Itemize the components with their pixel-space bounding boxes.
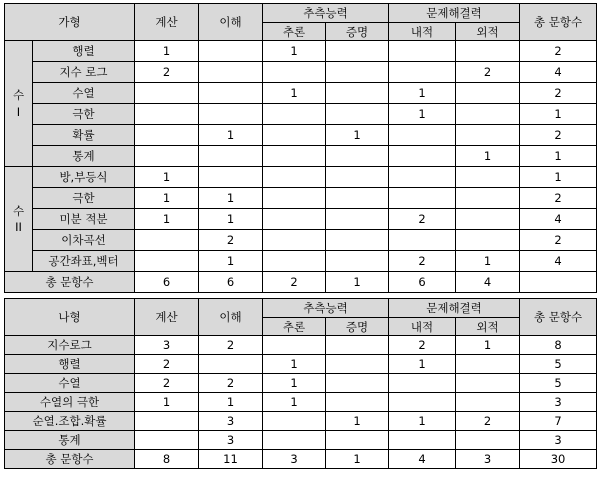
table-cell <box>326 41 389 62</box>
total-row <box>5 272 597 293</box>
table-cell <box>456 167 520 188</box>
total-cell: 1 <box>326 272 389 293</box>
table-cell: 5 <box>520 374 597 393</box>
table-cell: 1 <box>263 41 326 62</box>
header-problem: 문제해결력 <box>389 299 520 318</box>
table-cell <box>199 355 263 374</box>
row-label: 순열.조합.확률 <box>5 412 135 431</box>
row-label: 공간좌표,벡터 <box>33 251 135 272</box>
row-label: 행렬 <box>33 41 135 62</box>
table-row <box>5 167 597 188</box>
group-label <box>5 167 33 272</box>
total-cell: 1 <box>326 450 389 469</box>
total-cell: 11 <box>199 450 263 469</box>
table-cell <box>199 167 263 188</box>
table-cell <box>263 209 326 230</box>
table-cell: 4 <box>520 62 597 83</box>
table-row <box>5 188 597 209</box>
table-cell: 8 <box>520 336 597 355</box>
table-cell: 2 <box>456 412 520 431</box>
table-cell <box>456 125 520 146</box>
table-cell: 5 <box>520 355 597 374</box>
table-cell: 1 <box>199 209 263 230</box>
table-cell <box>263 412 326 431</box>
table-cell <box>199 41 263 62</box>
table-na <box>4 298 597 469</box>
table-cell: 1 <box>135 167 199 188</box>
table-cell: 2 <box>389 336 456 355</box>
row-label: 극한 <box>33 188 135 209</box>
table-cell: 2 <box>456 62 520 83</box>
total-cell <box>520 272 597 293</box>
table-cell <box>326 393 389 412</box>
table-row <box>5 104 597 125</box>
table-cell: 1 <box>389 83 456 104</box>
group-label-line: 수 <box>12 88 25 103</box>
header-total: 총 문항수 <box>520 299 597 336</box>
table-cell <box>326 336 389 355</box>
table-cell: 2 <box>199 230 263 251</box>
table-cell <box>135 230 199 251</box>
table-cell <box>326 374 389 393</box>
table-cell: 7 <box>520 412 597 431</box>
row-label: 확률 <box>33 125 135 146</box>
table-cell <box>135 83 199 104</box>
header-reasoning: 추측능력 <box>263 4 389 23</box>
table-cell <box>389 431 456 450</box>
table-cell: 3 <box>135 336 199 355</box>
total-cell: 3 <box>456 450 520 469</box>
table-cell <box>135 251 199 272</box>
table-row <box>5 41 597 62</box>
total-cell: 8 <box>135 450 199 469</box>
total-cell: 30 <box>520 450 597 469</box>
header-understand: 이해 <box>199 299 263 336</box>
table-cell <box>389 188 456 209</box>
table-row <box>5 431 597 450</box>
table-cell <box>456 393 520 412</box>
table-cell: 1 <box>326 412 389 431</box>
table-cell: 3 <box>520 431 597 450</box>
table-cell <box>456 209 520 230</box>
table-cell: 2 <box>199 374 263 393</box>
table-cell <box>135 125 199 146</box>
table-cell: 1 <box>456 251 520 272</box>
table-cell <box>389 374 456 393</box>
header-type: 가형 <box>5 4 135 41</box>
table-row <box>5 374 597 393</box>
table-cell <box>389 62 456 83</box>
table-cell <box>326 167 389 188</box>
table-cell: 1 <box>389 104 456 125</box>
table-cell <box>263 62 326 83</box>
table-cell <box>456 83 520 104</box>
table-row <box>5 62 597 83</box>
row-label: 수열 <box>5 374 135 393</box>
table-cell: 2 <box>135 62 199 83</box>
table-cell: 1 <box>263 83 326 104</box>
table-row <box>5 412 597 431</box>
table-cell <box>135 431 199 450</box>
header-proof: 증명 <box>326 23 389 41</box>
table-cell <box>326 104 389 125</box>
table-cell <box>389 393 456 412</box>
table-row <box>5 209 597 230</box>
table-cell: 1 <box>389 355 456 374</box>
table-cell <box>326 355 389 374</box>
table-cell <box>456 104 520 125</box>
table-cell: 1 <box>263 393 326 412</box>
header-external: 외적 <box>456 23 520 41</box>
table-cell <box>389 167 456 188</box>
total-label: 총 문항수 <box>5 272 135 293</box>
total-cell: 6 <box>199 272 263 293</box>
table-cell <box>263 336 326 355</box>
table-row <box>5 393 597 412</box>
table-cell <box>326 62 389 83</box>
table-cell <box>389 230 456 251</box>
total-cell: 2 <box>263 272 326 293</box>
table-cell <box>263 251 326 272</box>
header-inference: 추론 <box>263 23 326 41</box>
table-cell <box>456 230 520 251</box>
table-cell <box>326 188 389 209</box>
table-cell: 2 <box>389 209 456 230</box>
table-cell: 1 <box>520 104 597 125</box>
header-external: 외적 <box>456 318 520 336</box>
table-cell: 1 <box>520 167 597 188</box>
row-label: 방,부등식 <box>33 167 135 188</box>
header-reasoning: 추측능력 <box>263 299 389 318</box>
total-cell: 4 <box>456 272 520 293</box>
table-row <box>5 355 597 374</box>
header-understand: 이해 <box>199 4 263 41</box>
table-row <box>5 230 597 251</box>
row-label: 미분 적분 <box>33 209 135 230</box>
table-row <box>5 83 597 104</box>
table-cell <box>135 104 199 125</box>
table-cell: 2 <box>520 188 597 209</box>
table-cell: 1 <box>456 336 520 355</box>
table-cell: 3 <box>199 431 263 450</box>
table-cell: 1 <box>135 393 199 412</box>
table-cell <box>456 188 520 209</box>
total-cell: 6 <box>135 272 199 293</box>
total-cell: 6 <box>389 272 456 293</box>
table-cell <box>456 41 520 62</box>
table-cell <box>326 83 389 104</box>
table-cell <box>263 230 326 251</box>
row-label: 이차곡선 <box>33 230 135 251</box>
table-cell <box>326 230 389 251</box>
table-cell: 1 <box>199 393 263 412</box>
table-cell: 3 <box>199 412 263 431</box>
table-row <box>5 125 597 146</box>
table-cell <box>263 104 326 125</box>
group-label-line: 수 <box>12 203 25 218</box>
table-cell: 1 <box>263 374 326 393</box>
header-proof: 증명 <box>326 318 389 336</box>
table-cell: 1 <box>389 412 456 431</box>
table-ga <box>4 3 597 293</box>
table-cell: 2 <box>520 230 597 251</box>
table-cell <box>135 412 199 431</box>
row-label: 통계 <box>33 146 135 167</box>
table-row <box>5 251 597 272</box>
header-type: 나형 <box>5 299 135 336</box>
row-label: 지수 로그 <box>33 62 135 83</box>
table-cell: 1 <box>456 146 520 167</box>
table-cell <box>263 431 326 450</box>
row-label: 수열의 극한 <box>5 393 135 412</box>
table-cell <box>326 209 389 230</box>
row-label: 수열 <box>33 83 135 104</box>
table-cell <box>456 355 520 374</box>
table-cell: 1 <box>199 188 263 209</box>
group-label-line: I <box>16 104 21 119</box>
table-row <box>5 336 597 355</box>
total-row <box>5 450 597 469</box>
table-cell <box>389 125 456 146</box>
table-cell: 4 <box>520 251 597 272</box>
table-cell <box>326 146 389 167</box>
row-label: 행렬 <box>5 355 135 374</box>
table-cell <box>199 104 263 125</box>
header-inference: 추론 <box>263 318 326 336</box>
table-cell <box>199 62 263 83</box>
header-calc: 계산 <box>135 4 199 41</box>
table-cell <box>389 41 456 62</box>
table-cell: 2 <box>135 374 199 393</box>
table-cell <box>199 146 263 167</box>
header-internal: 내적 <box>389 23 456 41</box>
group-label-line: II <box>15 220 22 234</box>
table-cell <box>456 374 520 393</box>
table-cell <box>263 146 326 167</box>
table-cell: 3 <box>520 393 597 412</box>
table-cell <box>263 188 326 209</box>
table-cell: 1 <box>135 209 199 230</box>
table-cell <box>389 146 456 167</box>
table-cell: 2 <box>199 336 263 355</box>
table-cell: 2 <box>520 125 597 146</box>
table-cell <box>263 125 326 146</box>
table-cell: 2 <box>520 83 597 104</box>
header-problem: 문제해결력 <box>389 4 520 23</box>
table-cell: 1 <box>326 125 389 146</box>
table-cell <box>263 167 326 188</box>
table-cell: 4 <box>520 209 597 230</box>
group-label <box>5 41 33 167</box>
table-cell <box>326 251 389 272</box>
table-cell: 2 <box>389 251 456 272</box>
table-cell <box>456 431 520 450</box>
row-label: 극한 <box>33 104 135 125</box>
header-total: 총 문항수 <box>520 4 597 41</box>
table-row <box>5 146 597 167</box>
row-label: 지수로그 <box>5 336 135 355</box>
total-label: 총 문항수 <box>5 450 135 469</box>
table-cell: 1 <box>263 355 326 374</box>
table-cell <box>326 431 389 450</box>
table-cell <box>199 83 263 104</box>
total-cell: 3 <box>263 450 326 469</box>
table-cell: 1 <box>520 146 597 167</box>
header-internal: 내적 <box>389 318 456 336</box>
table-cell: 1 <box>135 41 199 62</box>
total-cell: 4 <box>389 450 456 469</box>
row-label: 통계 <box>5 431 135 450</box>
table-cell: 2 <box>135 355 199 374</box>
header-calc: 계산 <box>135 299 199 336</box>
table-cell: 2 <box>520 41 597 62</box>
table-cell: 1 <box>135 188 199 209</box>
table-cell <box>135 146 199 167</box>
table-cell: 1 <box>199 125 263 146</box>
table-cell: 1 <box>199 251 263 272</box>
